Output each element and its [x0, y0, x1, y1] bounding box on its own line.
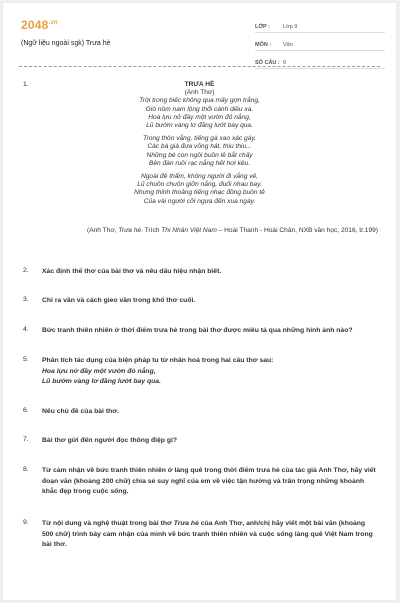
- question-text: Bức tranh thiên nhiên ở thời điểm trưa hè trong bài thơ được miêu tả qua những hình ảnh nào?: [42, 327, 353, 334]
- meta-key: LỚP :: [255, 24, 270, 30]
- poem-line: Các bà già đưa võng hát, thiu thiu...: [147, 143, 252, 151]
- poem-line: Lũ bướm vàng lơ đãng lướt bay qua.: [146, 122, 253, 130]
- poem-line: Hoa lựu nở đầy một vườn đỏ nắng,: [148, 113, 251, 121]
- poem: [3, 81, 396, 206]
- source-poem-title: Trưa hè: [118, 227, 142, 234]
- poem-line: Gió nồm nam lộng thổi cánh diều xa.: [145, 105, 254, 113]
- question-number: 8.: [23, 466, 29, 473]
- question-text: Chỉ ra vần và cách gieo vần trong khổ thơ cuối.: [42, 297, 196, 304]
- question-text: Từ cảm nhận về bức tranh thiên nhiên ở làng quê trong thời điểm trưa hè của tác giả Anh Thơ, hãy viết đoạn văn (khoảng 200 chữ) chia sẻ suy nghĩ của em về việc tận hưởng và trân trọng những khoảnh khắc đẹp trong cuộc sống.: [42, 467, 376, 495]
- poem-line: Trời trong biếc không qua mấy gợn trắng,: [139, 97, 260, 105]
- poem-line: Của vài người cỡi ngựa đến xua ngày.: [143, 197, 256, 205]
- poem-line: Trong thôn vắng, tiếng gà xao xác gáy,: [142, 135, 257, 143]
- source-text: – Hoài Thanh - Hoài Chân, NXB văn học, 2016, tr.199): [216, 227, 378, 234]
- poem-line: Ngoài đê thẩm, không người đi vắng vẻ,: [140, 173, 259, 181]
- poem-title: TRƯA HÈ: [184, 81, 215, 88]
- logo-main: 2048: [21, 18, 49, 32]
- poem-line: Những bé con ngồi buồn lê bắt chấy: [146, 151, 253, 159]
- poem-line: Lũ chuồn chuồn giỡn nắng, đuổi nhau bay.: [137, 181, 262, 189]
- source-book-title: Thi Nhân Việt Nam: [161, 227, 217, 234]
- question-text: [42, 519, 378, 551]
- question-number: 4.: [23, 326, 29, 333]
- question-text: Bài thơ gửi đến người đọc thông điệp gì?: [42, 437, 178, 444]
- question-number: 3.: [23, 296, 29, 303]
- meta-key: MÔN :: [255, 42, 272, 48]
- source-text: . Trích: [141, 227, 162, 234]
- header-divider: [19, 66, 380, 67]
- question-number: 9.: [23, 519, 29, 526]
- meta-key: SỐ CÂU :: [255, 60, 280, 66]
- poem-stanza-3: [3, 173, 396, 206]
- document-page: [3, 3, 396, 600]
- question-prompt: Phân tích tác dụng của biện pháp tu từ nhân hoá trong hai câu thơ sau:: [42, 357, 274, 364]
- meta-value: Lớp 9: [283, 24, 298, 30]
- poem-source: [48, 227, 378, 235]
- poem-stanza-1: [3, 97, 396, 130]
- question-text-part: Từ nội dung và nghệ thuật trong bài thơ: [42, 520, 174, 527]
- poem-title-ref: Trưa hè: [173, 520, 199, 527]
- site-logo[interactable]: [21, 18, 58, 32]
- logo-sub: .vn: [48, 20, 58, 26]
- poem-line: Nhưng thỉnh thoảng tiếng nhạc đồng buồn tẻ: [134, 189, 265, 197]
- question-text: Xác định thể thơ của bài thơ và nêu dấu hiệu nhận biết.: [42, 268, 222, 275]
- quoted-line: Lũ bướm vàng lơ đãng lướt bay qua.: [42, 378, 161, 385]
- poem-author: (Anh Thơ): [184, 89, 215, 97]
- document-title: (Ngữ liệu ngoài sgk) Trưa hè: [21, 40, 111, 47]
- meta-row-subject: [255, 33, 385, 51]
- source-text: (Anh Thơ,: [87, 227, 119, 234]
- question-number: 7.: [23, 436, 29, 443]
- question-number: 5.: [23, 356, 29, 363]
- document-header: [3, 3, 396, 65]
- meta-table: [255, 15, 385, 69]
- question-number: 1.: [23, 81, 29, 88]
- poem-line: Bên đàn ruồi rạc nắng hết hơi kêu.: [148, 159, 251, 167]
- quoted-line: Hoa lựu nở đầy một vườn đỏ nắng,: [42, 367, 156, 375]
- question-number: 6.: [23, 407, 29, 414]
- meta-value: 9: [283, 60, 287, 66]
- question-text-part: của Anh Thơ, anh/chị hãy viết một bài văn (khoảng 500 chữ) trình bày cảm nhận của mình về bức tranh thiên nhiên và cuộc sống làng quê Việt Nam trong bài thơ.: [42, 520, 373, 548]
- question-text: Nêu chủ đề của bài thơ.: [42, 408, 119, 415]
- poem-stanza-2: [3, 135, 396, 168]
- meta-value: Văn: [283, 42, 293, 48]
- meta-row-class: [255, 15, 385, 33]
- question-number: 2.: [23, 267, 29, 274]
- question-text: [42, 356, 378, 388]
